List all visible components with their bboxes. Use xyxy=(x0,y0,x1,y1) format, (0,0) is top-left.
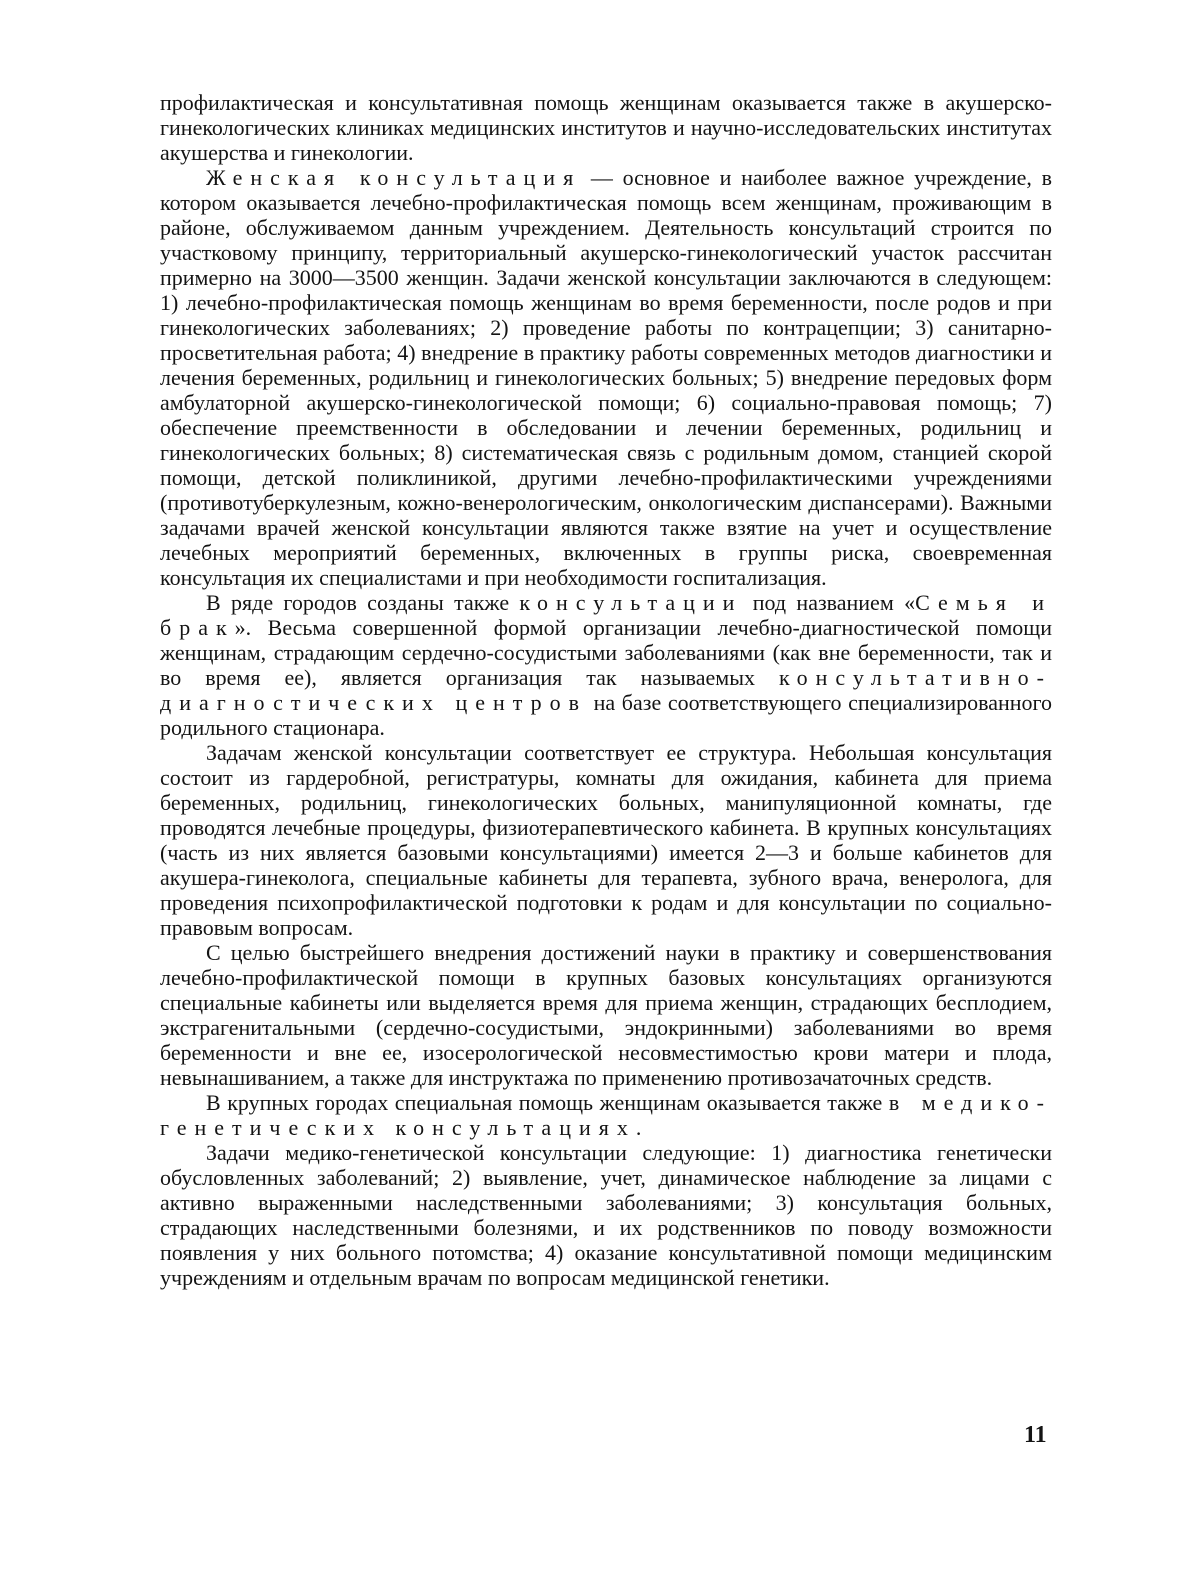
text-run: ». Весьма совершенной формой организации лечебно-диагностической помощи женщинам, страдающим сердечно-сосудистыми заболеваниями (как вне беременности, так и во время ее), является организация так называемых xyxy=(160,615,1052,690)
text-run: В крупных городах специальная помощь женщинам оказывается также xyxy=(206,1090,889,1115)
page-number: 11 xyxy=(1024,1422,1047,1448)
paragraph-genetic-tasks xyxy=(160,1140,1052,1290)
paragraph-family-and-marriage xyxy=(160,590,1052,740)
text-run: Задачам женской консультации соответствует ее структура. Небольшая консультация состоит из гардеробной, регистратуры, комнаты для ожидания, кабинета для приема беременных, родильниц, гинекологических больных, манипуляционной комнаты, где проводятся лечебные процедуры, физиотерапевтического кабинета. В крупных консультациях (часть из них является базовыми консультациями) имеется 2—3 и больше кабинетов для акушера-гинеколога, специальные кабинеты для терапевта, зубного врача, венеролога, для проведения психопрофилактической подготовки к родам и для консультации по социально-правовым вопросам. xyxy=(160,740,1052,940)
text-run: В ряде городов созданы также xyxy=(206,590,520,615)
spaced-term: консультации xyxy=(519,590,743,615)
body-text xyxy=(160,90,1052,1290)
spaced-term: консультативно-диагностических центров xyxy=(160,665,1052,715)
paragraph-womens-consultation xyxy=(160,165,1052,590)
spaced-term: Женская консультация xyxy=(206,165,582,190)
paragraph-continuation xyxy=(160,90,1052,165)
spaced-term: Семья и брак xyxy=(160,590,1052,640)
text-run: Задачи медико-генетической консультации следующие: 1) диагностика генетически обусловленных заболеваний; 2) выявление, учет, динамическое наблюдение за лицами с активно выраженными наследственными заболеваниями; 3) консультация больных, страдающих наследственными болезнями, и их родственников по поводу возможности появления у них больного потомства; 4) оказание консультативной помощи медицинским учреждениям и отдельным врачам по вопросам медицинской генетики. xyxy=(160,1140,1052,1290)
spaced-term: в медико-генетических консультациях xyxy=(160,1090,1052,1140)
text-run: профилактическая и консультативная помощь женщинам оказывается также в акушерско-гинекологических клиниках медицинских институтов и научно-исследовательских институтах акушерства и гинекологии. xyxy=(160,90,1052,165)
text-run: . xyxy=(635,1115,642,1140)
text-run: под названием « xyxy=(742,590,916,615)
paragraph-genetic-consultations xyxy=(160,1090,1052,1140)
text-run: — основное и наиболее важное учреждение, в котором оказывается лечебно-профилактическая помощь всем женщинам, проживающим в районе, обслуживаемом данным учреждением. Деятельность консультаций строится по участковому принципу, территориальный акушерско-гинекологический участок рассчитан примерно на 3000—3500 женщин. Задачи женской консультации заключаются в следующем: 1) лечебно-профилактическая помощь женщинам во время беременности, после родов и при гинекологических заболеваниях; 2) проведение работы по контрацепции; 3) санитарно-просветительная работа; 4) внедрение в практику работы современных методов диагностики и лечения беременных, родильниц и гинекологических больных; 5) внедрение передовых форм амбулаторной акушерско-гинекологической помощи; 6) социально-правовая помощь; 7) обеспечение преемственности в обследовании и лечении беременных, родильниц и гинекологических больных; 8) систематическая связь с родильным домом, станцией скорой помощи, детской поликлиникой, другими лечебно-профилактическими учреждениями (противотуберкулезным, кожно-венерологическим, онкологическим диспансерами). Важными задачами врачей женской консультации являются также взятие на учет и осуществление лечебных мероприятий беременных, включенных в группы риска, своевременная консультация их специалистами и при необходимости госпитализация. xyxy=(160,165,1052,590)
paragraph-base-consultations xyxy=(160,940,1052,1090)
paragraph-structure xyxy=(160,740,1052,940)
text-run: на базе соответствующего специализированного родильного стационара. xyxy=(160,690,1052,740)
text-run: С целью быстрейшего внедрения достижений науки в практику и совершенствования лечебно-профилактической помощи в крупных базовых консультациях организуются специальные кабинеты или выделяется время для приема женщин, страдающих бесплодием, экстрагенитальными (сердечно-сосудистыми, эндокринными) заболеваниями во время беременности и вне ее, изосерологической несовместимостью крови матери и плода, невынашиванием, а также для инструктажа по применению противозачаточных средств. xyxy=(160,940,1052,1090)
